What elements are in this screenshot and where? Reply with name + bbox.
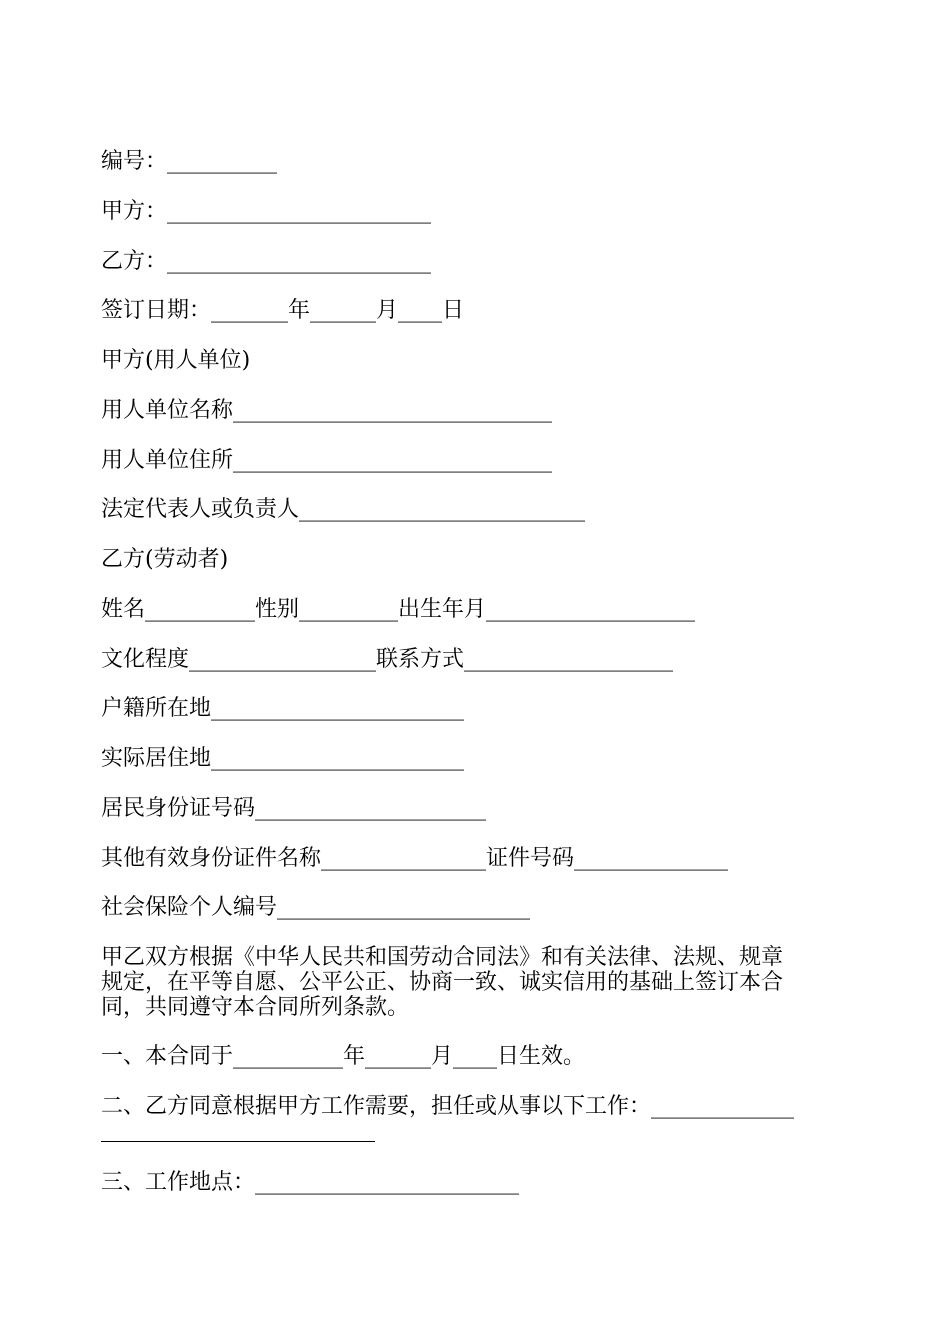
- social-security-field: 社会保险个人编号_______________________: [101, 895, 531, 920]
- legal-representative-field: 法定代表人或负责人__________________________: [101, 497, 586, 522]
- party-a-heading: 甲方(用人单位): [101, 348, 251, 373]
- id-number-field: 居民身份证号码_____________________: [101, 796, 487, 821]
- clause-1: 一、本合同于__________年______月____日生效。: [101, 1044, 586, 1069]
- clause-2-blank-continuation: [101, 1141, 375, 1142]
- other-id-field: 其他有效身份证件名称_______________证件号码______________: [101, 846, 729, 871]
- residence-field: 实际居住地_______________________: [101, 746, 465, 771]
- name-gender-birth-field: 姓名__________性别_________出生年月___________________: [101, 597, 696, 622]
- party-a-field: 甲方：________________________: [101, 199, 432, 224]
- sign-date-field: 签订日期：_______年______月____日: [101, 298, 465, 323]
- clause-3: 三、工作地点：________________________: [101, 1170, 520, 1195]
- education-contact-field: 文化程度_________________联系方式___________________: [101, 647, 674, 672]
- clause-2: 二、乙方同意根据甲方工作需要，担任或从事以下工作：_____________: [101, 1094, 795, 1119]
- household-registration-field: 户籍所在地_______________________: [101, 696, 465, 721]
- employer-address-field: 用人单位住所_____________________________: [101, 448, 553, 473]
- party-b-heading: 乙方(劳动者): [101, 547, 229, 572]
- preamble-paragraph: 甲乙双方根据《中华人民共和国劳动合同法》和有关法律、法规、规章 规定，在平等自愿、公平公正、协商一致、诚实信用的基础上签订本合 同，共同遵守本合同所列条款。: [101, 945, 784, 1020]
- party-b-field: 乙方：________________________: [101, 249, 432, 274]
- employer-name-field: 用人单位名称_____________________________: [101, 398, 553, 423]
- contract-number-field: 编号：__________: [101, 149, 278, 174]
